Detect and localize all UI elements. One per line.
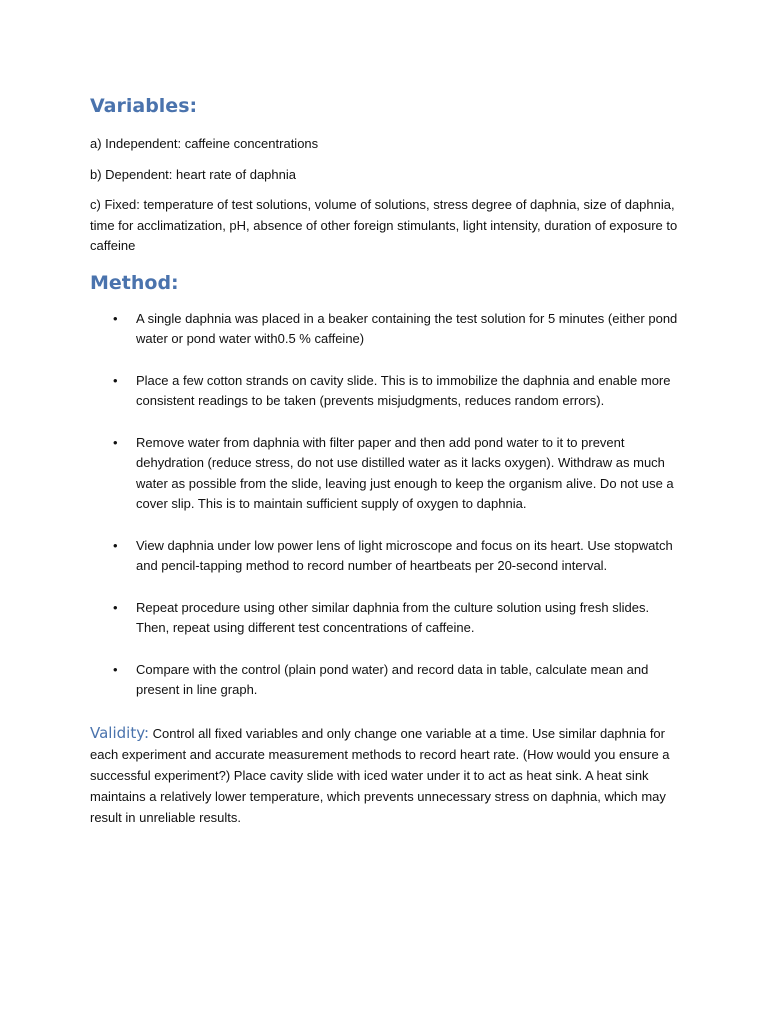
method-step bbox=[90, 371, 680, 412]
method-step-text: Remove water from daphnia with filter paper and then add pond water to it to prevent dehydration (reduce stress, do not use distilled water as it lacks oxygen). Withdraw as much water as possible from the slide, leaving just enough to keep the organism alive. Do not use a cover slip. This is to maintain sufficient supply of oxygen to daphnia. bbox=[136, 434, 674, 511]
document-content bbox=[90, 92, 680, 841]
method-step-text: Repeat procedure using other similar daphnia from the culture solution using fresh slides. Then, repeat using different test concentrations of caffeine. bbox=[136, 599, 650, 635]
method-step bbox=[90, 660, 680, 701]
method-step-text: View daphnia under low power lens of light microscope and focus on its heart. Use stopwatch and pencil-tapping method to record number of heartbeats per 20-second interval. bbox=[136, 537, 673, 573]
bullet-icon: • bbox=[113, 661, 118, 677]
method-heading: Method: bbox=[90, 271, 179, 294]
method-step-text: Compare with the control (plain pond water) and record data in table, calculate mean and present in line graph. bbox=[136, 661, 649, 697]
variable-independent: a) Independent: caffeine concentrations bbox=[90, 136, 319, 151]
method-step bbox=[90, 598, 680, 639]
method-steps-list bbox=[90, 309, 680, 701]
method-step bbox=[90, 309, 680, 350]
bullet-icon: • bbox=[113, 537, 118, 553]
method-step bbox=[90, 536, 680, 577]
method-step-text: Place a few cotton strands on cavity slide. This is to immobilize the daphnia and enable more consistent readings to be taken (prevents misjudgments, reduces random errors). bbox=[136, 372, 671, 408]
bullet-icon: • bbox=[113, 434, 118, 450]
validity-paragraph bbox=[90, 723, 680, 828]
variables-heading: Variables: bbox=[90, 95, 198, 117]
variable-dependent: b) Dependent: heart rate of daphnia bbox=[90, 166, 296, 182]
validity-label: Validity: bbox=[90, 723, 150, 742]
method-step bbox=[90, 433, 680, 515]
bullet-icon: • bbox=[113, 372, 118, 388]
bullet-icon: • bbox=[113, 599, 118, 615]
validity-text: Control all fixed variables and only change one variable at a time. Use similar daphnia for each experiment and accurate measurement methods to record heart rate. (How would you ensure a successful experiment?) Place cavity slide with iced water under it to act as heat sink. A heat sink maintains a relatively lower temperature, which prevents unnecessary stress on daphnia, which may result in unreliable results. bbox=[90, 725, 670, 825]
bullet-icon: • bbox=[113, 310, 118, 326]
method-step-text: A single daphnia was placed in a beaker containing the test solution for 5 minutes (either pond water or pond water with0.5 % caffeine) bbox=[136, 310, 678, 346]
variable-fixed: c) Fixed: temperature of test solutions, volume of solutions, stress degree of daphnia, size of daphnia, time for acclimatization, pH, absence of other foreign stimulants, light intensity, duration of exposure to caffeine bbox=[90, 197, 678, 253]
